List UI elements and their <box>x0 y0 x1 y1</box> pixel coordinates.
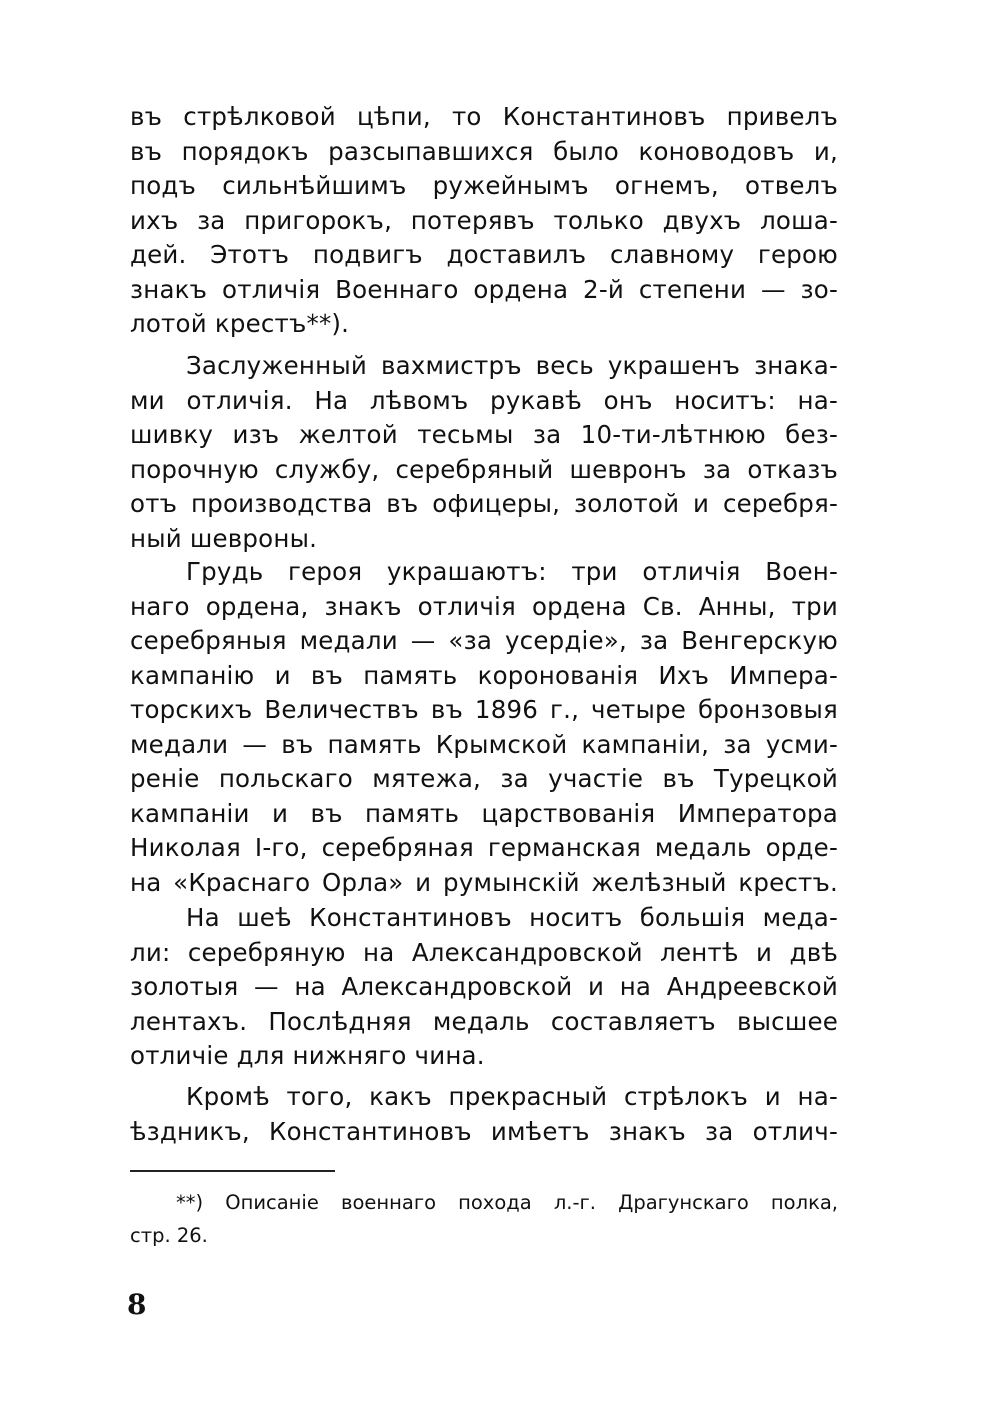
text-line: порочную службу, серебряный шевронъ за отказъ <box>130 454 838 484</box>
text-line: Кромѣ того, какъ прекрасный стрѣлокъ и на- <box>186 1082 838 1111</box>
paragraph-3 <box>130 555 838 900</box>
paragraph-4 <box>130 901 838 1074</box>
text-line: реніе польскаго мятежа, за участіе въ Турецкой <box>130 764 838 793</box>
footnote-line: **) Описаніе военнаго похода л.-г. Драгунскаго полка, <box>176 1191 838 1214</box>
text-line: лотой крестъ**). <box>130 309 350 338</box>
text-line: медали — въ память Крымской кампаніи, за усми- <box>130 729 838 759</box>
text-line: ми отличія. На лѣвомъ рукавѣ онъ носитъ: на- <box>130 385 838 415</box>
text-line: На шеѣ Константиновъ носитъ большія меда- <box>186 903 838 932</box>
text-line: ѣздникъ, Константиновъ имѣетъ знакъ за отлич- <box>130 1116 838 1146</box>
text-line: наго ордена, знакъ отличія ордена Св. Анны, три <box>130 591 838 621</box>
footnote-line: стр. 26. <box>130 1224 208 1247</box>
text-line: ный шевроны. <box>130 523 318 553</box>
paragraph-1 <box>130 100 838 342</box>
footnote <box>130 1186 838 1252</box>
text-line: Николая I-го, серебряная германская медаль орде- <box>130 833 838 862</box>
text-line: торскихъ Величествъ въ 1896 г., четыре бронзовыя <box>130 695 838 724</box>
text-line: дей. Этотъ подвигъ доставилъ славному герою <box>130 240 838 269</box>
text-line: кампаніи и въ память царствованія Императора <box>130 798 838 828</box>
text-line: въ стрѣлковой цѣпи, то Константиновъ привелъ <box>130 102 838 131</box>
paragraph-5 <box>130 1080 838 1149</box>
text-line: отличіе для нижняго чина. <box>130 1041 485 1070</box>
text-line: знакъ отличія Военнаго ордена 2-й степени — зо- <box>130 274 838 304</box>
text-line: Заслуженный вахмистръ весь украшенъ знака- <box>186 351 838 380</box>
text-line: ли: серебряную на Александровской лентѣ и двѣ <box>130 937 838 967</box>
text-line: на «Краснаго Орла» и румынскій желѣзный крестъ. <box>130 867 838 897</box>
text-line: ихъ за пригорокъ, потерявъ только двухъ лоша- <box>130 205 838 235</box>
paragraph-2 <box>130 349 838 556</box>
text-line: кампанію и въ память коронованія Ихъ Импера- <box>130 660 838 690</box>
text-line: шивку изъ желтой тесьмы за 10-ти-лѣтнюю без- <box>130 420 838 449</box>
text-line: лентахъ. Послѣдняя медаль составляетъ высшее <box>130 1006 838 1036</box>
text-line: золотыя — на Александровской и на Андреевской <box>130 972 838 1001</box>
text-line: Грудь героя украшаютъ: три отличія Воен- <box>186 557 838 586</box>
text-line: въ порядокъ разсыпавшихся было коноводовъ и, <box>130 136 838 166</box>
text-line: подъ сильнѣйшимъ ружейнымъ огнемъ, отвелъ <box>130 171 838 200</box>
text-line: серебряныя медали — «за усердіе», за Венгерскую <box>130 626 838 655</box>
footnote-divider <box>130 1170 335 1172</box>
page-number: 8 <box>127 1288 147 1321</box>
text-line: отъ производства въ офицеры, золотой и серебря- <box>130 489 838 518</box>
